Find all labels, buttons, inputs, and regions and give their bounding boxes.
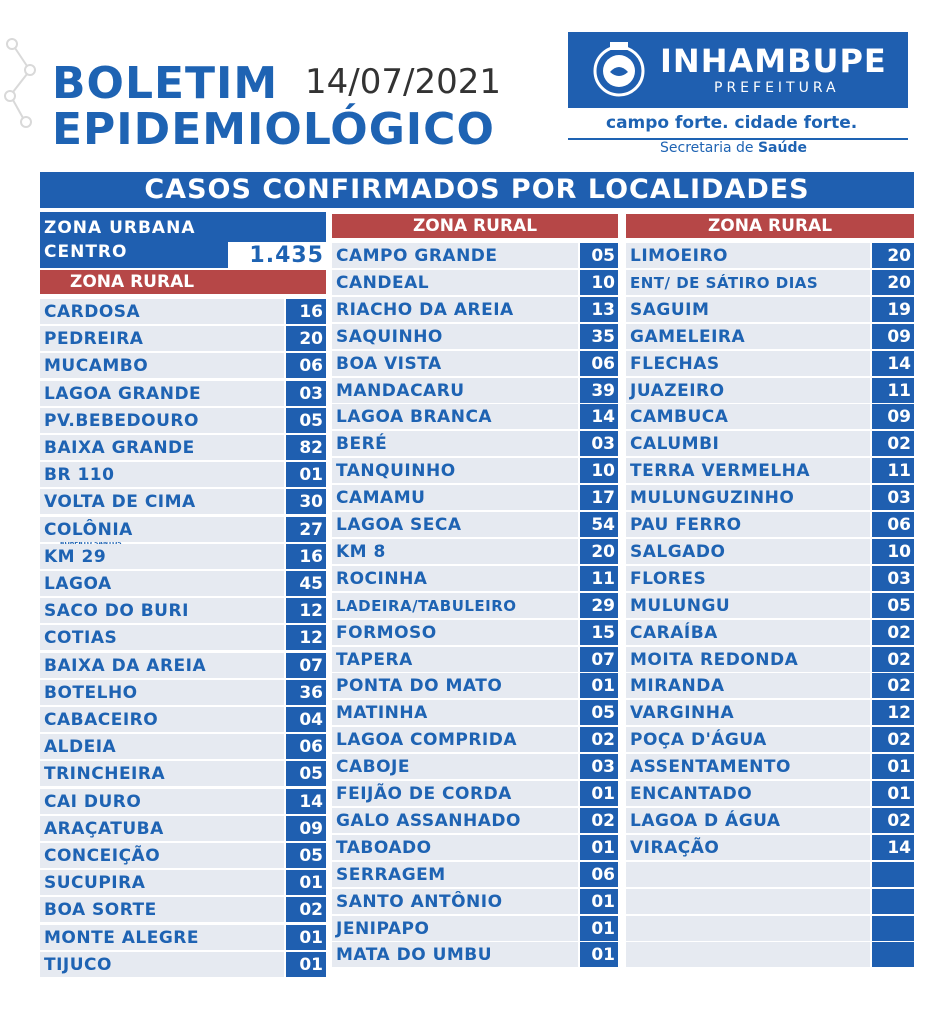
locality-name: CABOJE xyxy=(332,754,578,779)
case-count xyxy=(872,942,914,967)
table-row xyxy=(626,297,914,322)
case-count: 15 xyxy=(580,620,618,645)
table-row xyxy=(332,431,618,456)
case-count: 03 xyxy=(580,754,618,779)
table-row xyxy=(40,734,326,759)
secretaria-label xyxy=(660,140,807,156)
table-row xyxy=(332,566,618,591)
city-slogan: campo forte. cidade forte. xyxy=(606,113,858,133)
locality-name: BOA SORTE xyxy=(40,897,284,922)
table-row xyxy=(626,673,914,698)
table-row xyxy=(40,299,326,324)
locality-name: LAGOA D ÁGUA xyxy=(626,808,870,833)
locality-name: KM 29 xyxy=(40,544,284,569)
case-count: 16 xyxy=(286,299,326,324)
case-count: 10 xyxy=(580,270,618,295)
table-row xyxy=(332,889,618,914)
table-row xyxy=(40,843,326,868)
locality-name: BR 110 xyxy=(40,462,284,487)
prefeitura-label: PREFEITURA xyxy=(714,80,840,96)
case-count: 05 xyxy=(580,243,618,268)
case-count: 05 xyxy=(286,761,326,786)
table-row xyxy=(332,916,618,941)
table-row xyxy=(40,952,326,977)
locality-name: LIMOEIRO xyxy=(626,243,870,268)
table-row xyxy=(40,653,326,678)
city-crest-icon xyxy=(588,38,650,100)
locality-name: CARDOSA xyxy=(40,299,284,324)
case-count: 11 xyxy=(872,378,914,403)
bulletin-date: 14/07/2021 xyxy=(305,62,501,102)
table-row xyxy=(626,781,914,806)
locality-name: CAMBUCA xyxy=(626,404,870,429)
locality-name xyxy=(626,862,870,887)
locality-name: CAMAMU xyxy=(332,485,578,510)
case-count: 02 xyxy=(580,808,618,833)
table-row xyxy=(332,808,618,833)
table-row xyxy=(40,408,326,433)
locality-name: MANDACARU xyxy=(332,378,578,403)
table-row xyxy=(626,351,914,376)
table-row xyxy=(332,727,618,752)
locality-name: VARGINHA xyxy=(626,700,870,725)
case-count: 01 xyxy=(872,781,914,806)
locality-name: GAMELEIRA xyxy=(626,324,870,349)
locality-name: VIRAÇÃO xyxy=(626,835,870,860)
locality-name: ENT/ DE SÁTIRO DIAS xyxy=(626,270,870,295)
case-count: 14 xyxy=(872,351,914,376)
case-count: 03 xyxy=(580,431,618,456)
locality-name: ALDEIA xyxy=(40,734,284,759)
case-count: 02 xyxy=(580,727,618,752)
case-count: 20 xyxy=(872,270,914,295)
locality-name: VOLTA DE CIMA xyxy=(40,489,284,514)
case-count: 01 xyxy=(580,835,618,860)
case-count: 02 xyxy=(872,647,914,672)
case-count: 03 xyxy=(286,381,326,406)
table-row xyxy=(626,620,914,645)
case-count: 30 xyxy=(286,489,326,514)
col2-rural-header: ZONA RURAL xyxy=(332,214,618,238)
case-count: 02 xyxy=(872,727,914,752)
case-count: 09 xyxy=(286,816,326,841)
case-count: 07 xyxy=(580,647,618,672)
table-row xyxy=(332,297,618,322)
case-count: 02 xyxy=(286,897,326,922)
table-row xyxy=(332,270,618,295)
locality-name: ROCINHA xyxy=(332,566,578,591)
case-count: 05 xyxy=(286,843,326,868)
locality-name: TABOADO xyxy=(332,835,578,860)
urban-centro-value: 1.435 xyxy=(228,242,326,268)
urban-centro-label: CENTRO xyxy=(44,242,128,262)
table-row xyxy=(332,539,618,564)
table-row xyxy=(332,942,618,967)
table-row xyxy=(40,789,326,814)
locality-name: POÇA D'ÁGUA xyxy=(626,727,870,752)
table-row xyxy=(626,485,914,510)
locality-name: LAGOA BRANCA xyxy=(332,404,578,429)
case-count: 01 xyxy=(286,952,326,977)
urban-zone-title: ZONA URBANA xyxy=(44,218,196,238)
case-count: 36 xyxy=(286,680,326,705)
table-row xyxy=(40,381,326,406)
locality-name: BOTELHO xyxy=(40,680,284,705)
locality-name: CALUMBI xyxy=(626,431,870,456)
table-row xyxy=(40,462,326,487)
table-row xyxy=(626,862,914,887)
bulletin-title-line2: EPIDEMIOLÓGICO xyxy=(52,104,495,155)
locality-name: LADEIRA/TABULEIRO xyxy=(332,593,578,618)
locality-name: LAGOA xyxy=(40,571,284,596)
table-row xyxy=(40,544,326,569)
locality-name: CABACEIRO xyxy=(40,707,284,732)
table-row xyxy=(332,404,618,429)
locality-name: ASSENTAMENTO xyxy=(626,754,870,779)
locality-name: BAIXA DA AREIA xyxy=(40,653,284,678)
locality-name: GALO ASSANHADO xyxy=(332,808,578,833)
locality-name: CAI DURO xyxy=(40,789,284,814)
locality-name: BOA VISTA xyxy=(332,351,578,376)
case-count: 82 xyxy=(286,435,326,460)
case-count: 06 xyxy=(286,734,326,759)
case-count: 17 xyxy=(580,485,618,510)
case-count: 09 xyxy=(872,404,914,429)
locality-name: JUAZEIRO xyxy=(626,378,870,403)
table-row xyxy=(626,243,914,268)
case-count: 20 xyxy=(580,539,618,564)
locality-name: BAIXA GRANDE xyxy=(40,435,284,460)
table-row xyxy=(40,625,326,650)
case-count: 14 xyxy=(872,835,914,860)
table-row xyxy=(40,489,326,514)
locality-name: LAGOA SECA xyxy=(332,512,578,537)
locality-name: CANDEAL xyxy=(332,270,578,295)
case-count: 01 xyxy=(580,916,618,941)
locality-name: COTIAS xyxy=(40,625,284,650)
table-row xyxy=(626,942,914,967)
table-row xyxy=(332,835,618,860)
case-count xyxy=(872,889,914,914)
table-row xyxy=(626,404,914,429)
case-count: 19 xyxy=(872,297,914,322)
case-count: 05 xyxy=(286,408,326,433)
table-row xyxy=(626,270,914,295)
locality-name: SACO DO BURI xyxy=(40,598,284,623)
locality-name: CONCEIÇÃO xyxy=(40,843,284,868)
table-row xyxy=(332,512,618,537)
table-row xyxy=(40,816,326,841)
case-count: 01 xyxy=(286,925,326,950)
table-row xyxy=(332,378,618,403)
case-count: 09 xyxy=(872,324,914,349)
locality-name: PEDREIRA xyxy=(40,326,284,351)
locality-name: MONTE ALEGRE xyxy=(40,925,284,950)
locality-name: COLÔNIA xyxy=(40,517,284,542)
table-row xyxy=(332,324,618,349)
case-count: 01 xyxy=(286,462,326,487)
locality-name: FLECHAS xyxy=(626,351,870,376)
locality-name xyxy=(626,916,870,941)
table-row xyxy=(40,680,326,705)
locality-name: SAGUIM xyxy=(626,297,870,322)
case-count: 45 xyxy=(286,571,326,596)
table-row xyxy=(626,458,914,483)
locality-name: TIJUCO xyxy=(40,952,284,977)
table-row xyxy=(626,808,914,833)
locality-name: MATA DO UMBU xyxy=(332,942,578,967)
case-count: 07 xyxy=(286,653,326,678)
locality-name: TAPERA xyxy=(332,647,578,672)
case-count: 01 xyxy=(286,870,326,895)
table-row xyxy=(626,512,914,537)
table-row xyxy=(626,539,914,564)
case-count: 10 xyxy=(872,539,914,564)
case-count: 05 xyxy=(872,593,914,618)
table-row xyxy=(332,351,618,376)
case-count: 05 xyxy=(580,700,618,725)
case-count: 20 xyxy=(286,326,326,351)
table-row xyxy=(40,598,326,623)
table-row xyxy=(626,916,914,941)
case-count: 11 xyxy=(872,458,914,483)
case-count: 01 xyxy=(580,781,618,806)
locality-name: BERÉ xyxy=(332,431,578,456)
table-row xyxy=(626,647,914,672)
table-row xyxy=(626,566,914,591)
locality-name: SALGADO xyxy=(626,539,870,564)
case-count: 01 xyxy=(872,754,914,779)
table-row xyxy=(332,673,618,698)
locality-name: TANQUINHO xyxy=(332,458,578,483)
case-count: 03 xyxy=(872,566,914,591)
table-row xyxy=(626,835,914,860)
table-row xyxy=(626,431,914,456)
table-row xyxy=(332,700,618,725)
case-count: 01 xyxy=(580,889,618,914)
case-count: 06 xyxy=(286,353,326,378)
locality-name: LAGOA GRANDE xyxy=(40,381,284,406)
case-count: 14 xyxy=(580,404,618,429)
case-count: 12 xyxy=(286,625,326,650)
table-row xyxy=(40,353,326,378)
table-row xyxy=(40,870,326,895)
table-row xyxy=(332,458,618,483)
table-row xyxy=(332,647,618,672)
table-row xyxy=(626,324,914,349)
table-row xyxy=(626,700,914,725)
table-row xyxy=(40,761,326,786)
case-count: 35 xyxy=(580,324,618,349)
table-row xyxy=(332,754,618,779)
table-row xyxy=(332,243,618,268)
case-count: 02 xyxy=(872,673,914,698)
table-row xyxy=(626,754,914,779)
table-row xyxy=(332,593,618,618)
locality-name: SERRAGEM xyxy=(332,862,578,887)
table-row xyxy=(332,620,618,645)
locality-name: MIRANDA xyxy=(626,673,870,698)
table-row xyxy=(40,517,326,542)
case-count: 03 xyxy=(872,485,914,510)
locality-name: MOITA REDONDA xyxy=(626,647,870,672)
cases-banner: CASOS CONFIRMADOS POR LOCALIDADES xyxy=(40,172,914,208)
case-count: 13 xyxy=(580,297,618,322)
case-count: 39 xyxy=(580,378,618,403)
case-count: 06 xyxy=(580,862,618,887)
table-row xyxy=(40,326,326,351)
table-row xyxy=(626,378,914,403)
case-count: 16 xyxy=(286,544,326,569)
table-row xyxy=(626,889,914,914)
table-row xyxy=(332,485,618,510)
locality-name: TRINCHEIRA xyxy=(40,761,284,786)
locality-name: MULUNGUZINHO xyxy=(626,485,870,510)
locality-name: FLORES xyxy=(626,566,870,591)
locality-name: KM 8 xyxy=(332,539,578,564)
case-count: 02 xyxy=(872,431,914,456)
case-count: 27 xyxy=(286,517,326,542)
locality-name: FEIJÃO DE CORDA xyxy=(332,781,578,806)
case-count: 10 xyxy=(580,458,618,483)
case-count: 04 xyxy=(286,707,326,732)
locality-name xyxy=(626,889,870,914)
secretaria-prefix: Secretaria de xyxy=(660,140,758,156)
locality-name: PONTA DO MATO xyxy=(332,673,578,698)
locality-name: FORMOSO xyxy=(332,620,578,645)
city-name: INHAMBUPE xyxy=(660,42,887,80)
case-count: 06 xyxy=(580,351,618,376)
table-row xyxy=(40,897,326,922)
case-count xyxy=(872,862,914,887)
locality-name: SANTO ANTÔNIO xyxy=(332,889,578,914)
case-count: 02 xyxy=(872,620,914,645)
col3-rural-header: ZONA RURAL xyxy=(626,214,914,238)
locality-name: CARAÍBA xyxy=(626,620,870,645)
locality-name: SUCUPIRA xyxy=(40,870,284,895)
locality-name: PAU FERRO xyxy=(626,512,870,537)
locality-name: TERRA VERMELHA xyxy=(626,458,870,483)
locality-name: MATINHA xyxy=(332,700,578,725)
case-count xyxy=(872,916,914,941)
case-count: 01 xyxy=(580,673,618,698)
locality-name: LAGOA COMPRIDA xyxy=(332,727,578,752)
table-row xyxy=(626,727,914,752)
locality-name: MUCAMBO xyxy=(40,353,284,378)
table-row xyxy=(40,435,326,460)
case-count: 06 xyxy=(872,512,914,537)
table-row xyxy=(40,571,326,596)
molecule-decoration-icon xyxy=(0,30,46,150)
table-row xyxy=(626,593,914,618)
locality-name: ENCANTADO xyxy=(626,781,870,806)
locality-name: CAMPO GRANDE xyxy=(332,243,578,268)
locality-name: RIACHO DA AREIA xyxy=(332,297,578,322)
case-count: 02 xyxy=(872,808,914,833)
locality-name: ARAÇATUBA xyxy=(40,816,284,841)
case-count: 12 xyxy=(872,700,914,725)
case-count: 29 xyxy=(580,593,618,618)
locality-name: JENIPAPO xyxy=(332,916,578,941)
table-row xyxy=(40,707,326,732)
case-count: 54 xyxy=(580,512,618,537)
case-count: 20 xyxy=(872,243,914,268)
secretaria-bold: Saúde xyxy=(757,140,807,156)
bulletin-title-line1: BOLETIM xyxy=(52,58,279,109)
locality-name: SAQUINHO xyxy=(332,324,578,349)
locality-name xyxy=(626,942,870,967)
table-row xyxy=(332,781,618,806)
case-count: 01 xyxy=(580,942,618,967)
case-count: 14 xyxy=(286,789,326,814)
locality-name: PV.BEBEDOURO xyxy=(40,408,284,433)
table-row xyxy=(40,925,326,950)
case-count: 11 xyxy=(580,566,618,591)
table-row xyxy=(332,862,618,887)
case-count: 12 xyxy=(286,598,326,623)
col1-rural-header: ZONA RURAL xyxy=(40,270,326,294)
locality-name: MULUNGU xyxy=(626,593,870,618)
